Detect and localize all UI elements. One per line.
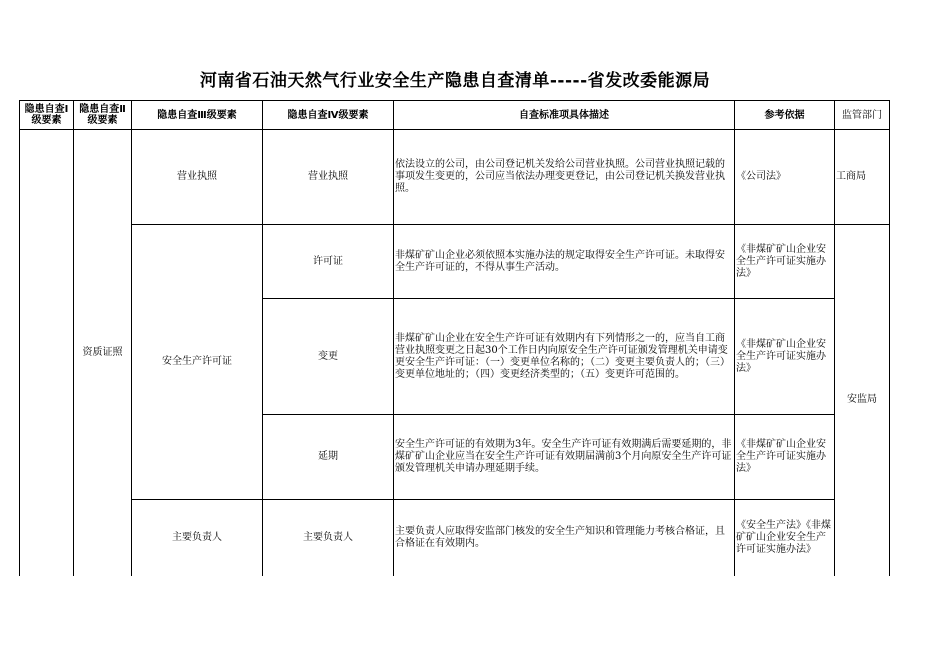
level4-cell: 变更 bbox=[263, 299, 394, 415]
department-cell: 工商局 bbox=[835, 130, 890, 225]
reference-cell: 《安全生产法》《非煤矿矿山企业安全生产许可证实施办法》 bbox=[735, 500, 835, 576]
header-level3: 隐患自查Ⅲ级要素 bbox=[132, 101, 263, 130]
level4-cell: 许可证 bbox=[263, 225, 394, 299]
level2-cell: 资质证照 bbox=[74, 130, 132, 576]
header-department: 监管部门 bbox=[835, 101, 890, 130]
header-row bbox=[20, 101, 890, 130]
department-cell: 安监局 bbox=[835, 225, 890, 576]
level4-cell: 延期 bbox=[263, 415, 394, 500]
level3-cell: 营业执照 bbox=[132, 130, 263, 225]
header-description: 自查标准项具体描述 bbox=[394, 101, 735, 130]
reference-cell: 《非煤矿矿山企业安全生产许可证实施办法》 bbox=[735, 225, 835, 299]
level3-cell: 安全生产许可证 bbox=[132, 225, 263, 500]
header-level4: 隐患自查Ⅳ级要素 bbox=[263, 101, 394, 130]
description-cell: 依法设立的公司，由公司登记机关发给公司营业执照。公司营业执照记载的事项发生变更的，公司应当依法办理变更登记，由公司登记机关换发营业执照。 bbox=[394, 130, 735, 225]
level1-cell bbox=[20, 130, 74, 576]
description-cell: 非煤矿矿山企业必须依照本实施办法的规定取得安全生产许可证。未取得安全生产许可证的，不得从事生产活动。 bbox=[394, 225, 735, 299]
table-row bbox=[20, 225, 890, 299]
level4-cell: 主要负责人 bbox=[263, 500, 394, 576]
header-level1: 隐患自查Ⅰ级要素 bbox=[20, 101, 74, 130]
table-row bbox=[20, 130, 890, 225]
reference-cell: 《非煤矿矿山企业安全生产许可证实施办法》 bbox=[735, 415, 835, 500]
level4-cell: 营业执照 bbox=[263, 130, 394, 225]
description-cell: 安全生产许可证的有效期为3年。安全生产许可证有效期满后需要延期的，非煤矿矿山企业应当在安全生产许可证有效期届满前3个月向原安全生产许可证颁发管理机关申请办理延期手续。 bbox=[394, 415, 735, 500]
level3-cell: 主要负责人 bbox=[132, 500, 263, 576]
reference-cell: 《公司法》 bbox=[735, 130, 835, 225]
description-cell: 主要负责人应取得安监部门核发的安全生产知识和管理能力考核合格证，且合格证在有效期内。 bbox=[394, 500, 735, 576]
checklist-table bbox=[19, 100, 890, 576]
reference-cell: 《非煤矿矿山企业安全生产许可证实施办法》 bbox=[735, 299, 835, 415]
page-title: 河南省石油天然气行业安全生产隐患自查清单-----省发改委能源局 bbox=[199, 71, 711, 91]
header-level2: 隐患自查Ⅱ级要素 bbox=[74, 101, 132, 130]
header-reference: 参考依据 bbox=[735, 101, 835, 130]
table-row bbox=[20, 500, 890, 576]
description-cell: 非煤矿矿山企业在安全生产许可证有效期内有下列情形之一的，应当自工商营业执照变更之日起30个工作日内向原安全生产许可证颁发管理机关申请变更安全生产许可证：（一）变更单位名称的；（二）变更主要负责人的；（三）变更单位地址的；（四）变更经济类型的；（五）变更许可范围的。 bbox=[394, 299, 735, 415]
